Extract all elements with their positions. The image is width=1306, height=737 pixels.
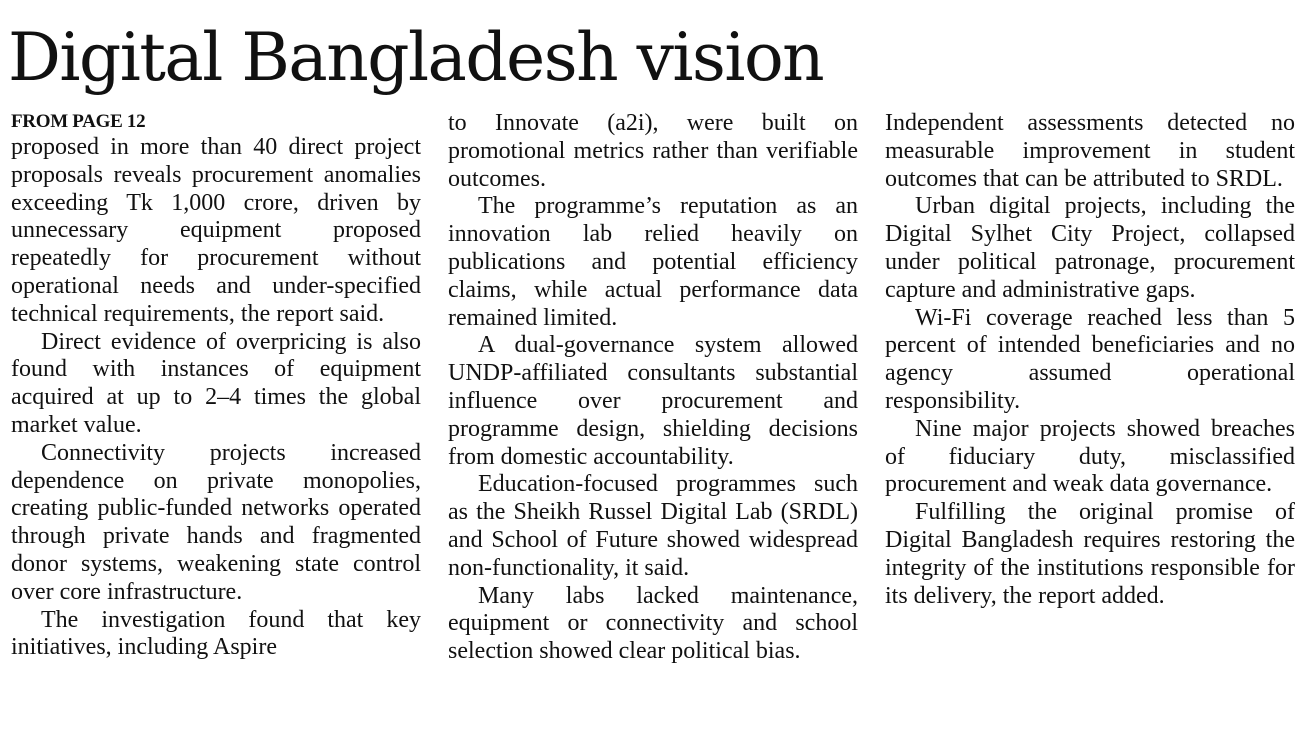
paragraph: Direct evidence of overpricing is also found with instances of equipment acquired at up to 2–4 times the global market value. xyxy=(11,328,421,438)
paragraph: A dual-governance system allowed UNDP-affiliated consultants substantial influence over procurement and programme design, shielding decisions from domestic accountability. xyxy=(448,332,858,470)
paragraph: proposed in more than 40 direct project proposals reveals procurement anomalies exceeding Tk 1,000 crore, driven by unnecessary equipment proposed repeatedly for procurement without operational needs and under-specified technical requirements, the report said. xyxy=(11,134,421,327)
headline: Digital Bangladesh vision xyxy=(8,19,824,96)
paragraph: to Innovate (a2i), were built on promotional metrics rather than verifiable outcomes. xyxy=(448,110,858,192)
paragraph: The programme’s reputation as an innovation lab relied heavily on publications and potential efficiency claims, while actual performance data remained limited. xyxy=(448,193,858,331)
paragraph: Education-focused programmes such as the Sheikh Russel Digital Lab (SRDL) and School of Future showed widespread non-functionality, it said. xyxy=(448,471,858,581)
paragraph: Many labs lacked maintenance, equipment or connectivity and school selection showed clear political bias. xyxy=(448,582,858,665)
paragraph: Connectivity projects increased dependence on private monopolies, creating public-funded networks operated through private hands and fragmented donor systems, weakening state control over core infrastructure. xyxy=(11,439,421,605)
article-column-2 xyxy=(448,110,858,666)
paragraph: The investigation found that key initiatives, including Aspire xyxy=(11,606,421,661)
paragraph: Fulfilling the original promise of Digital Bangladesh requires restoring the integrity of the institutions responsible for its delivery, the report added. xyxy=(885,499,1295,609)
paragraph: Independent assessments detected no measurable improvement in student outcomes that can be attributed to SRDL. xyxy=(885,110,1295,192)
paragraph: Urban digital projects, including the Digital Sylhet City Project, collapsed under political patronage, procurement capture and administrative gaps. xyxy=(885,193,1295,303)
paragraph: Nine major projects showed breaches of fiduciary duty, misclassified procurement and weak data governance. xyxy=(885,415,1295,498)
article-column-3 xyxy=(885,110,1295,610)
paragraph: Wi-Fi coverage reached less than 5 percent of intended beneficiaries and no agency assumed operational responsibility. xyxy=(885,304,1295,414)
article-column-1 xyxy=(11,110,421,662)
continued-from-label: FROM PAGE 12 xyxy=(11,111,146,132)
